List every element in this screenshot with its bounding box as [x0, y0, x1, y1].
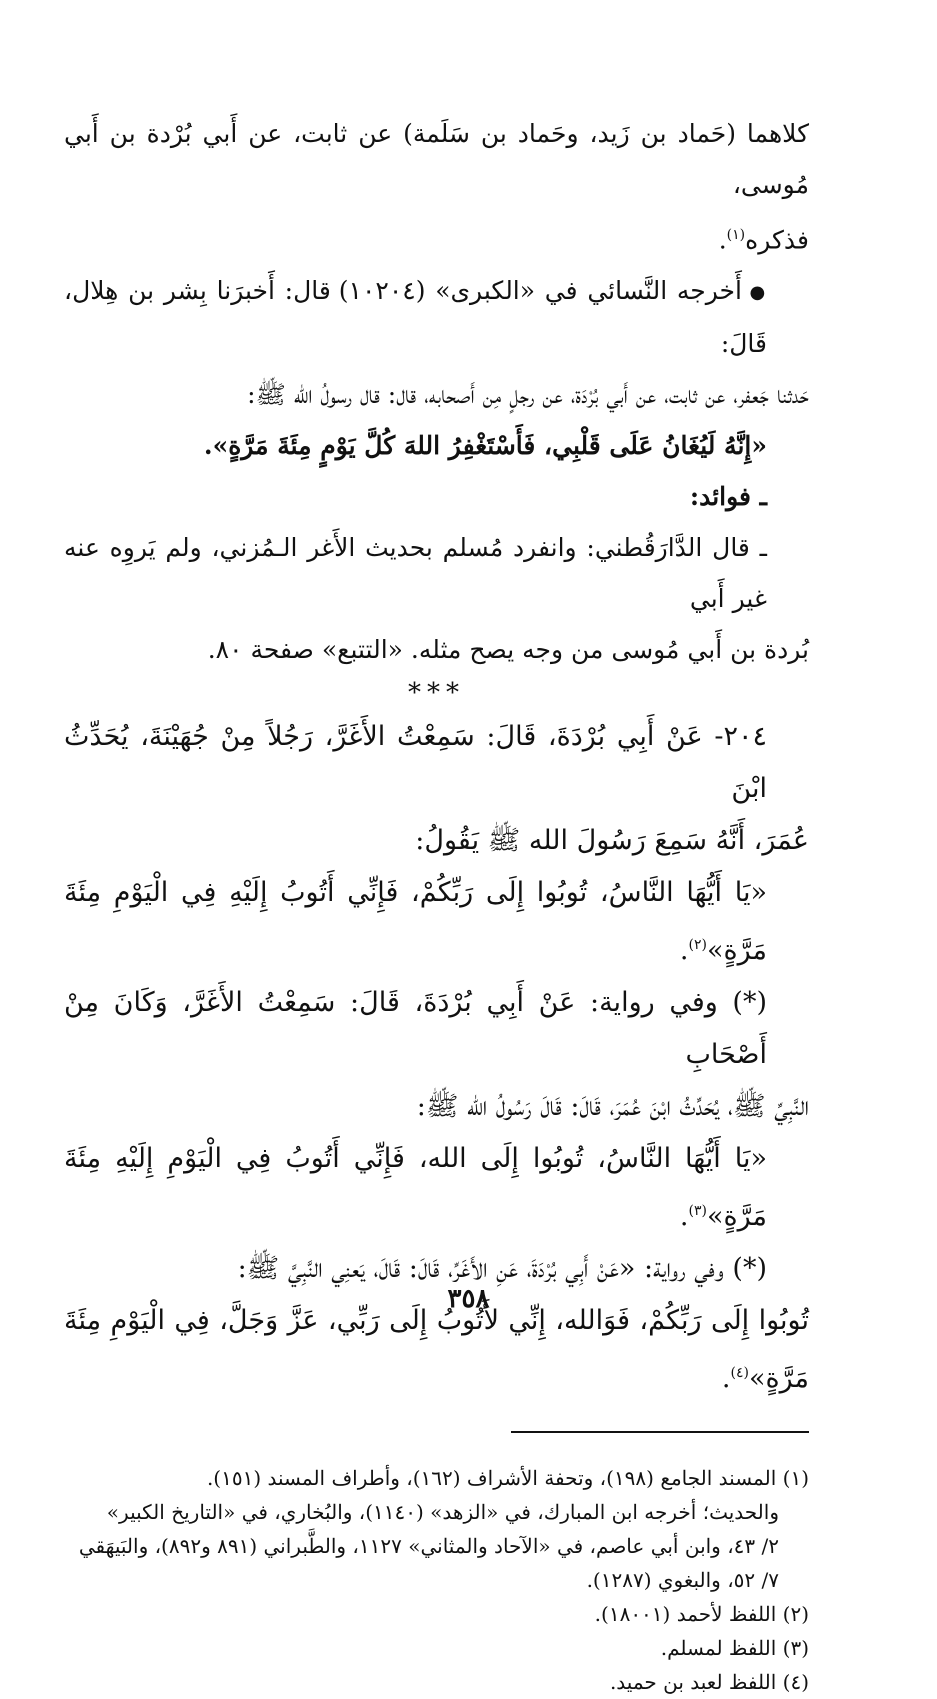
footnote-3: (٣) اللفظ لمسلم.	[660, 1636, 809, 1661]
footnote-1: (١) المسند الجامع (١٩٨)، وتحفة الأشراف (١٦٢)، وأطراف المسند (١٥١).	[206, 1466, 809, 1491]
text-fragment: «يَا أَيُّهَا النَّاسُ، تُوبُوا إِلَى الله، فَإِنِّي أَتُوبُ فِي الْيَوْمِ إِلَيْهِ مِئَةَ مَرَّةٍ»	[64, 1143, 767, 1233]
hadith-quote: «إِنَّهُ لَيُغَانُ عَلَى قَلْبِي، فَأَسْتَغْفِرُ اللهَ كُلَّ يَوْمٍ مِئَةَ مَرَّةٍ».	[203, 431, 767, 461]
intro-paragraph	[64, 108, 809, 265]
footnote-2: (٢) اللفظ لأحمد (١٨٠٠١).	[594, 1602, 809, 1627]
text-line	[64, 265, 767, 369]
footnote-marker: (١)	[726, 227, 746, 243]
footnote-marker: (٢)	[688, 937, 707, 954]
footnote-1-line: ٢/ ٤٣، وابن أبي عاصم، في «الآحاد والمثاني» ١١٢٧، والطَّبراني (٨٩١ و٨٩٢)، والبَيهَقي	[78, 1534, 779, 1559]
text-fragment: .	[718, 225, 727, 255]
hadith-quote	[64, 1133, 809, 1243]
text-line	[64, 210, 809, 265]
footnote-separator	[511, 1431, 809, 1433]
text-line: (*) وفي رواية: عَنْ أَبِي بُرْدَةَ، قَالَ: سَمِعْتُ الأَغَرَّ، وَكَانَ مِنْ أَصْحَابِ	[64, 987, 767, 1071]
text-line: حَدثنا جَعفر، عن ثابت، عن أَبي بُرْدَة، عن رجلٍ مِن أَصحابه، قال: قال رسولُ الله ﷺ:	[247, 380, 809, 410]
nasai-paragraph	[64, 265, 809, 369]
fawaid-heading: ـ فوائد:	[689, 482, 767, 512]
text-fragment: أَخرجه النَّسائي في «الكبرى» (١٠٢٠٤) قال: أَخبرَنا بِشر بن هِلال، قَالَ:	[64, 276, 767, 359]
footnote-1-line: ٧/ ٥٢، والبغوي (١٢٨٧).	[586, 1568, 779, 1593]
footnote-marker: (٣)	[688, 1203, 707, 1220]
hadith-quote	[64, 867, 809, 977]
text-fragment: .	[679, 935, 689, 967]
footnote-separator-row	[64, 1431, 809, 1461]
text-fragment: .	[721, 1363, 731, 1395]
text-fragment: «يَا أَيُّهَا النَّاسُ، تُوبُوا إِلَى رَبِّكُمْ، فَإِنِّي أَتُوبُ إِلَيْهِ فِي الْيَوْمِ مِئَةَ مَرَّةٍ»	[64, 877, 767, 967]
text-line: ٢٠٤- عَنْ أَبِي بُرْدَةَ، قَالَ: سَمِعْتُ الأَغَرَّ، رَجُلاً مِنْ جُهَيْنَةَ، يُحَدِّثُ ابْنَ	[64, 721, 767, 805]
text-line: بُردة بن أَبي مُوسى من وجه يصح مثله. «التتبع» صفحة ٨٠.	[207, 635, 809, 665]
nasai-paragraph-cont	[64, 369, 809, 675]
text-line: النَّبِيِّ ﷺ، يُحَدِّثُ ابْنَ عُمَرَ، قَالَ: قَالَ رَسُولُ الله ﷺ:	[416, 1091, 809, 1123]
text-fragment: .	[679, 1201, 689, 1233]
text-fragment: تُوبُوا إِلَى رَبِّكُمْ، فَوَالله، إِنِّي لأَتُوبُ إِلَى رَبِّي، عَزَّ وَجَلَّ، فِي الْيَوْمِ مِئَةَ مَرَّةٍ»	[64, 1305, 809, 1395]
footnote-1-line: والحديث؛ أخرجه ابن المبارك، في «الزهد» (١١٤٠)، والبُخاري، في «التاريخ الكبير»	[106, 1500, 779, 1525]
text-line: عُمَرَ، أَنَّهُ سَمِعَ رَسُولَ الله ﷺ يَقُولُ:	[415, 825, 809, 857]
footnote-4: (٤) اللفظ لعبد بن حميد.	[609, 1670, 809, 1695]
footnote-marker: (٤)	[730, 1365, 749, 1382]
text-fragment: فذكره	[745, 225, 809, 255]
footnotes	[64, 1461, 809, 1699]
text-line: (*) وفي رواية: «عَنْ أَبِي بُرْدَةَ، عَنِ الأَغَرِّ، قَالَ: قَالَ، يَعنِي النَّبِيَّ ﷺ:	[237, 1253, 767, 1285]
text-line: ـ قال الدَّارَقُطني: وانفرد مُسلم بحديث الأَغر الـمُزني، ولم يَروِه عنه غير أَبي	[64, 533, 767, 614]
text-line: كلاهما (حَماد بن زَيد، وحَماد بن سَلَمة) عن ثابت، عن أَبي بُرْدة بن أَبي مُوسى،	[64, 119, 809, 199]
page-number: ٣٥٨	[447, 1284, 490, 1314]
section-separator: ***	[408, 678, 465, 709]
